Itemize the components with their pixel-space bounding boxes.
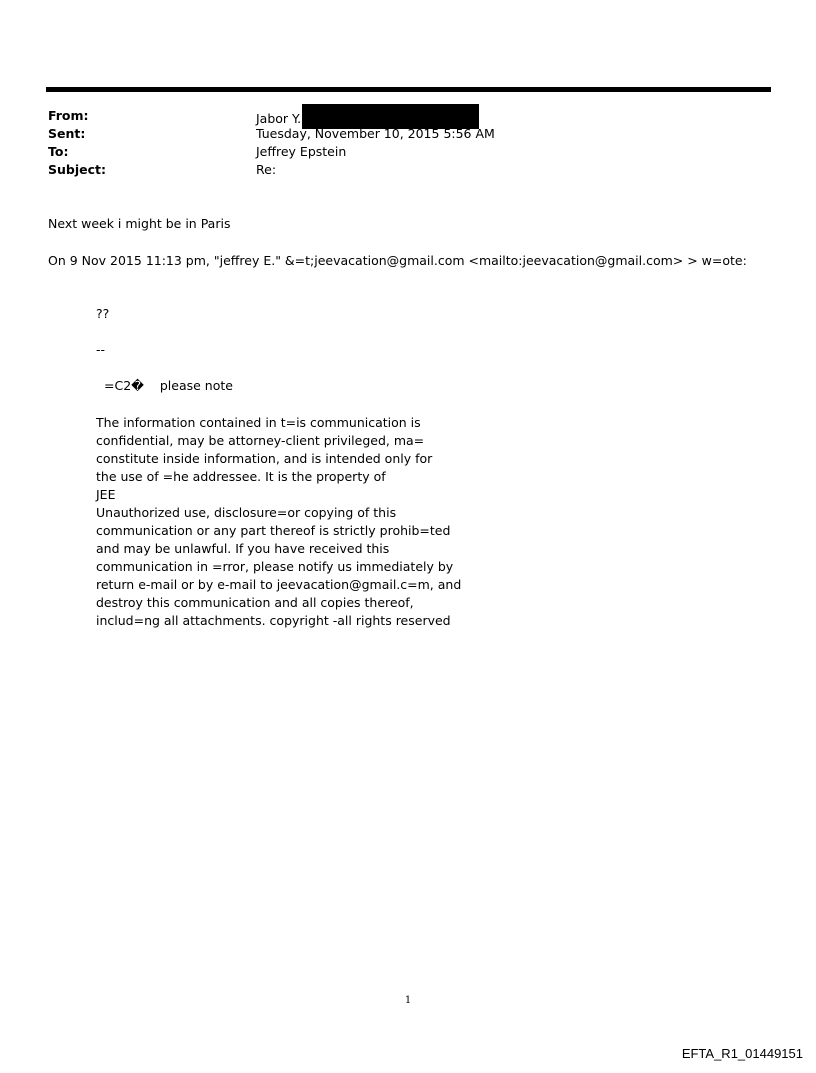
subject-value: Re:	[256, 162, 277, 177]
from-label: From:	[48, 108, 89, 123]
disclaimer-line: JEE	[96, 487, 116, 502]
please-note-line: =C2� please note	[104, 378, 233, 393]
sent-value: Tuesday, November 10, 2015 5:56 AM	[256, 126, 495, 141]
disclaimer-line: and may be unlawful. If you have received this	[96, 541, 390, 556]
disclaimer-line: confidential, may be attorney-client privileged, ma=	[96, 433, 425, 448]
disclaimer-line: constitute inside information, and is intended only for	[96, 451, 433, 466]
page-number: 1	[404, 995, 412, 1006]
disclaimer-line: the use of =he addressee. It is the property of	[96, 469, 386, 484]
disclaimer-line: The information contained in t=is communication is	[96, 415, 421, 430]
disclaimer-line: communication in =rror, please notify us immediately by	[96, 559, 454, 574]
message-text: Next week i might be in Paris	[48, 216, 231, 231]
disclaimer-line: communication or any part thereof is strictly prohib=ted	[96, 523, 451, 538]
disclaimer-line: return e-mail or by e-mail to jeevacation@gmail.c=m, and	[96, 577, 462, 592]
quote-separator: --	[96, 342, 106, 357]
subject-label: Subject:	[48, 162, 106, 177]
to-label: To:	[48, 144, 69, 159]
from-name: Jabor Y.	[256, 111, 302, 126]
disclaimer-block	[96, 414, 462, 630]
header-top-rule	[46, 87, 771, 92]
quote-line: ??	[96, 306, 110, 321]
disclaimer-line: Unauthorized use, disclosure=or copying of this	[96, 505, 397, 520]
disclaimer-line: includ=ng all attachments. copyright -all rights reserved	[96, 613, 451, 628]
disclaimer-line: destroy this communication and all copies thereof,	[96, 595, 414, 610]
bates-number: EFTA_R1_01449151	[681, 1046, 803, 1061]
to-value: Jeffrey Epstein	[256, 144, 347, 159]
sent-label: Sent:	[48, 126, 86, 141]
reply-header: On 9 Nov 2015 11:13 pm, "jeffrey E." &=t;jeevacation@gmail.com <mailto:jeevacation@gmail.com> > w=ote:	[48, 253, 747, 268]
